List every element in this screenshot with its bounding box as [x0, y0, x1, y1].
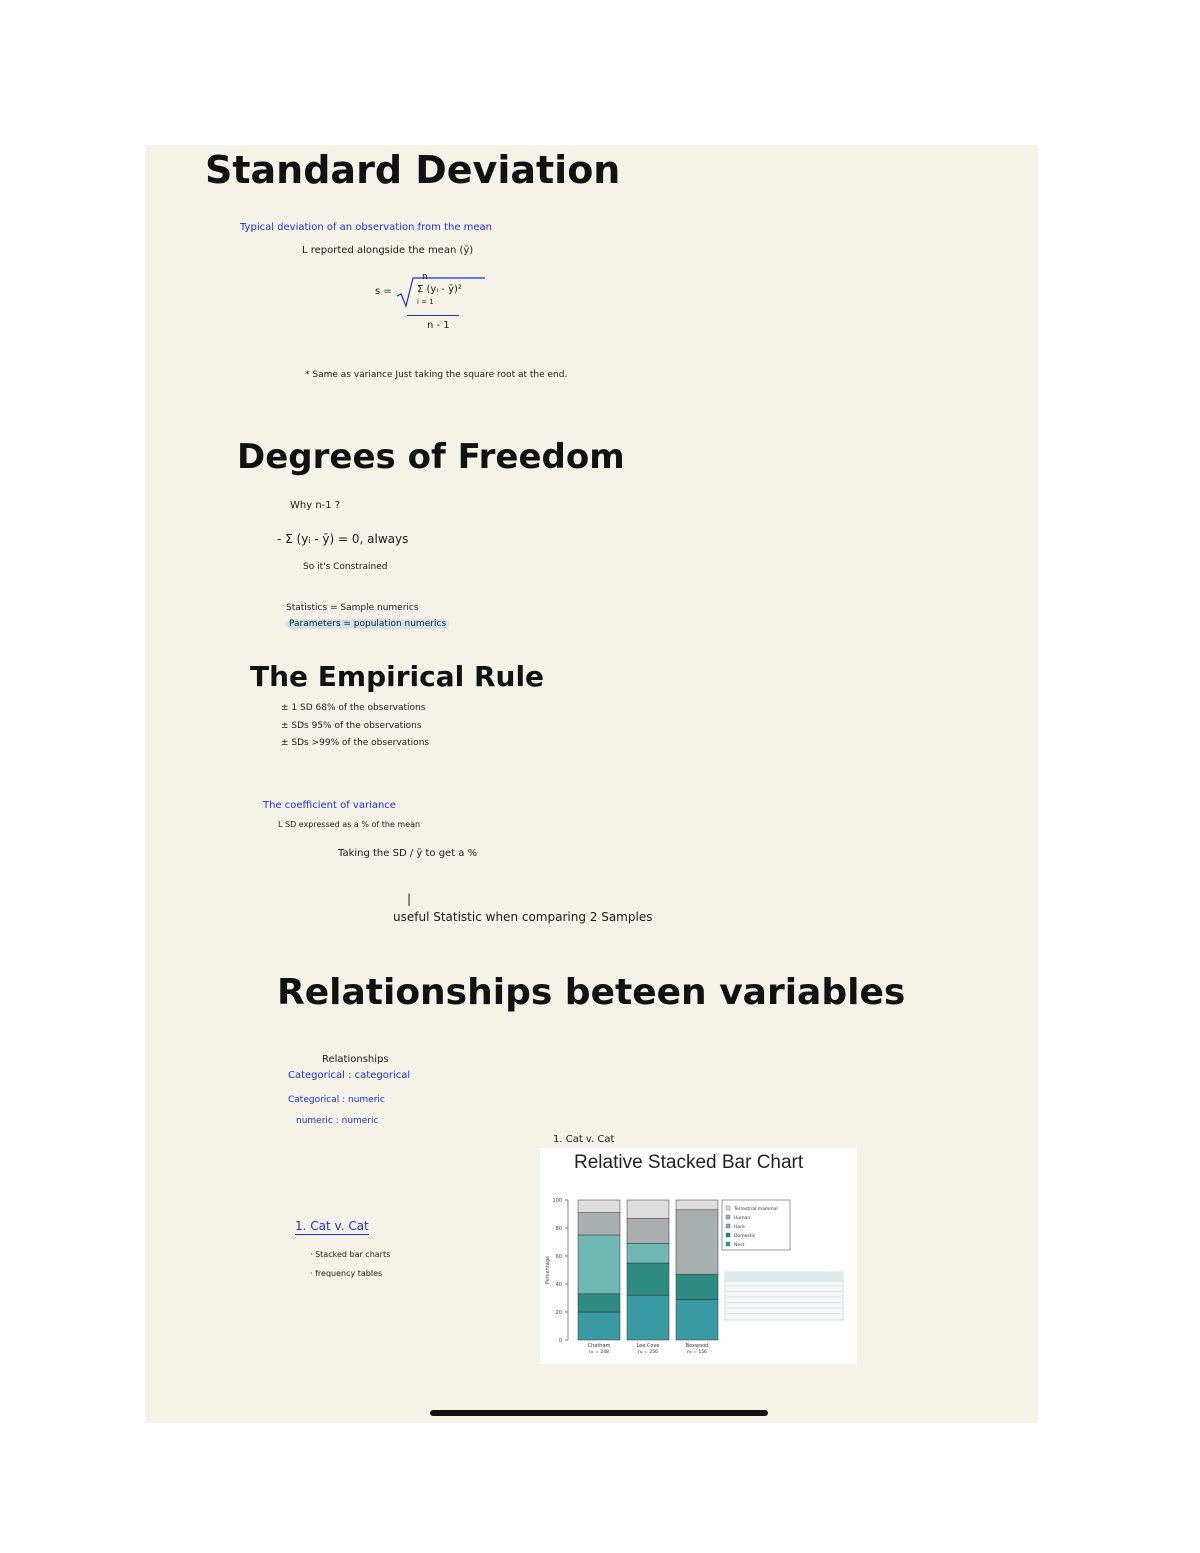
home-indicator[interactable]: [430, 1410, 768, 1416]
legend-label: Hare: [734, 1225, 745, 1230]
stacked-bar-chart: [540, 1148, 857, 1364]
cv-bar: |: [407, 892, 412, 906]
emp-rule-2: ± SDs 95% of the observations: [281, 721, 422, 731]
bar-segment: [627, 1263, 669, 1295]
y-tick-label: 0: [558, 1338, 562, 1344]
bar-segment: [578, 1294, 620, 1312]
formula-sum: Σ (yᵢ - ȳ)²: [417, 284, 462, 295]
cv-title: The coefficient of variance: [263, 800, 396, 811]
legend-swatch: [726, 1224, 730, 1228]
legend-label: Human: [734, 1216, 751, 1221]
dof-why: Why n-1 ?: [290, 500, 341, 511]
dof-statistics: Statistics = Sample numerics: [286, 603, 419, 613]
rel-title: Relationships beteen variables: [277, 972, 906, 1013]
cv-line2: Taking the SD / ȳ to get a %: [338, 848, 478, 859]
bar-segment: [676, 1200, 718, 1210]
inset-table-header: [725, 1272, 843, 1282]
y-tick-label: 40: [555, 1282, 562, 1288]
emp-title: The Empirical Rule: [250, 660, 545, 693]
rel-item-1: Categorical : categorical: [288, 1070, 411, 1081]
sd-note2: * Same as variance Just taking the square root at the end.: [305, 370, 568, 380]
bar-segment: [627, 1295, 669, 1340]
formula-sum-bottom: i = 1: [417, 298, 434, 306]
y-axis-label: Percentage: [545, 1255, 551, 1285]
dof-constrained: So it's Constrained: [303, 562, 388, 572]
legend-swatch: [726, 1242, 730, 1246]
formula-den: n - 1: [427, 320, 450, 331]
cv-line3: useful Statistic when comparing 2 Samples: [393, 910, 653, 924]
dof-title: Degrees of Freedom: [237, 437, 625, 477]
legend-swatch: [726, 1206, 730, 1210]
category-label: Boxwood: [685, 1343, 709, 1349]
y-tick-label: 80: [555, 1226, 562, 1232]
sd-note1: L reported alongside the mean (ȳ): [302, 245, 474, 256]
category-sub-label: n₃ = 156: [687, 1350, 707, 1355]
cat-heading-text: 1. Cat v. Cat: [295, 1219, 369, 1233]
chart-caption: 1. Cat v. Cat: [553, 1134, 615, 1145]
legend-label: Nest: [734, 1243, 745, 1248]
bullet-1: · Stacked bar charts: [310, 1250, 391, 1259]
category-label: Chatham: [587, 1343, 611, 1349]
bar-segment: [627, 1218, 669, 1243]
legend-swatch: [726, 1215, 730, 1219]
bar-segment: [676, 1299, 718, 1340]
y-tick-label: 100: [552, 1198, 562, 1204]
dof-sum: - Σ (yᵢ - ȳ) = 0, always: [277, 532, 409, 546]
bar-segment: [627, 1243, 669, 1263]
bar-segment: [676, 1210, 718, 1274]
legend-label: Terrestrial mammal: [734, 1207, 778, 1212]
emp-rule-1: ± 1 SD 68% of the observations: [281, 703, 426, 713]
sd-formula: [375, 272, 495, 342]
formula-s: s =: [375, 286, 392, 297]
sd-title: Standard Deviation: [205, 148, 621, 192]
sd-definition: Typical deviation of an observation from the mean: [240, 222, 493, 233]
parameters-highlight: Parameters = population numerics: [286, 619, 449, 629]
bar-segment: [578, 1312, 620, 1340]
bar-segment: [676, 1274, 718, 1299]
bar-segment: [578, 1213, 620, 1235]
emp-rule-3: ± SDs >99% of the observations: [281, 738, 430, 748]
y-tick-label: 20: [555, 1310, 562, 1316]
fraction-bar: [407, 315, 459, 316]
cv-line1: L SD expressed as a % of the mean: [278, 820, 421, 829]
bar-segment: [578, 1200, 620, 1213]
formula-sum-top: n: [422, 272, 428, 282]
chart-svg: [540, 1148, 857, 1364]
y-tick-label: 60: [555, 1254, 562, 1260]
category-label: Lee Cove: [636, 1343, 660, 1349]
rel-item-3: numeric : numeric: [296, 1116, 379, 1126]
cat-heading: [295, 1219, 369, 1233]
legend-label: Domestic: [734, 1234, 756, 1239]
dof-parameters: [286, 619, 449, 629]
rel-item-2: Categorical : numeric: [288, 1095, 385, 1105]
category-sub-label: n₂ = 256: [638, 1350, 658, 1355]
legend-swatch: [726, 1233, 730, 1237]
bullet-2: · frequency tables: [310, 1269, 383, 1278]
bar-segment: [627, 1200, 669, 1218]
bar-segment: [578, 1235, 620, 1294]
chart-title: Relative Stacked Bar Chart: [574, 1152, 804, 1173]
rel-label: Relationships: [322, 1054, 389, 1065]
category-sub-label: n₁ = 248: [589, 1350, 609, 1355]
